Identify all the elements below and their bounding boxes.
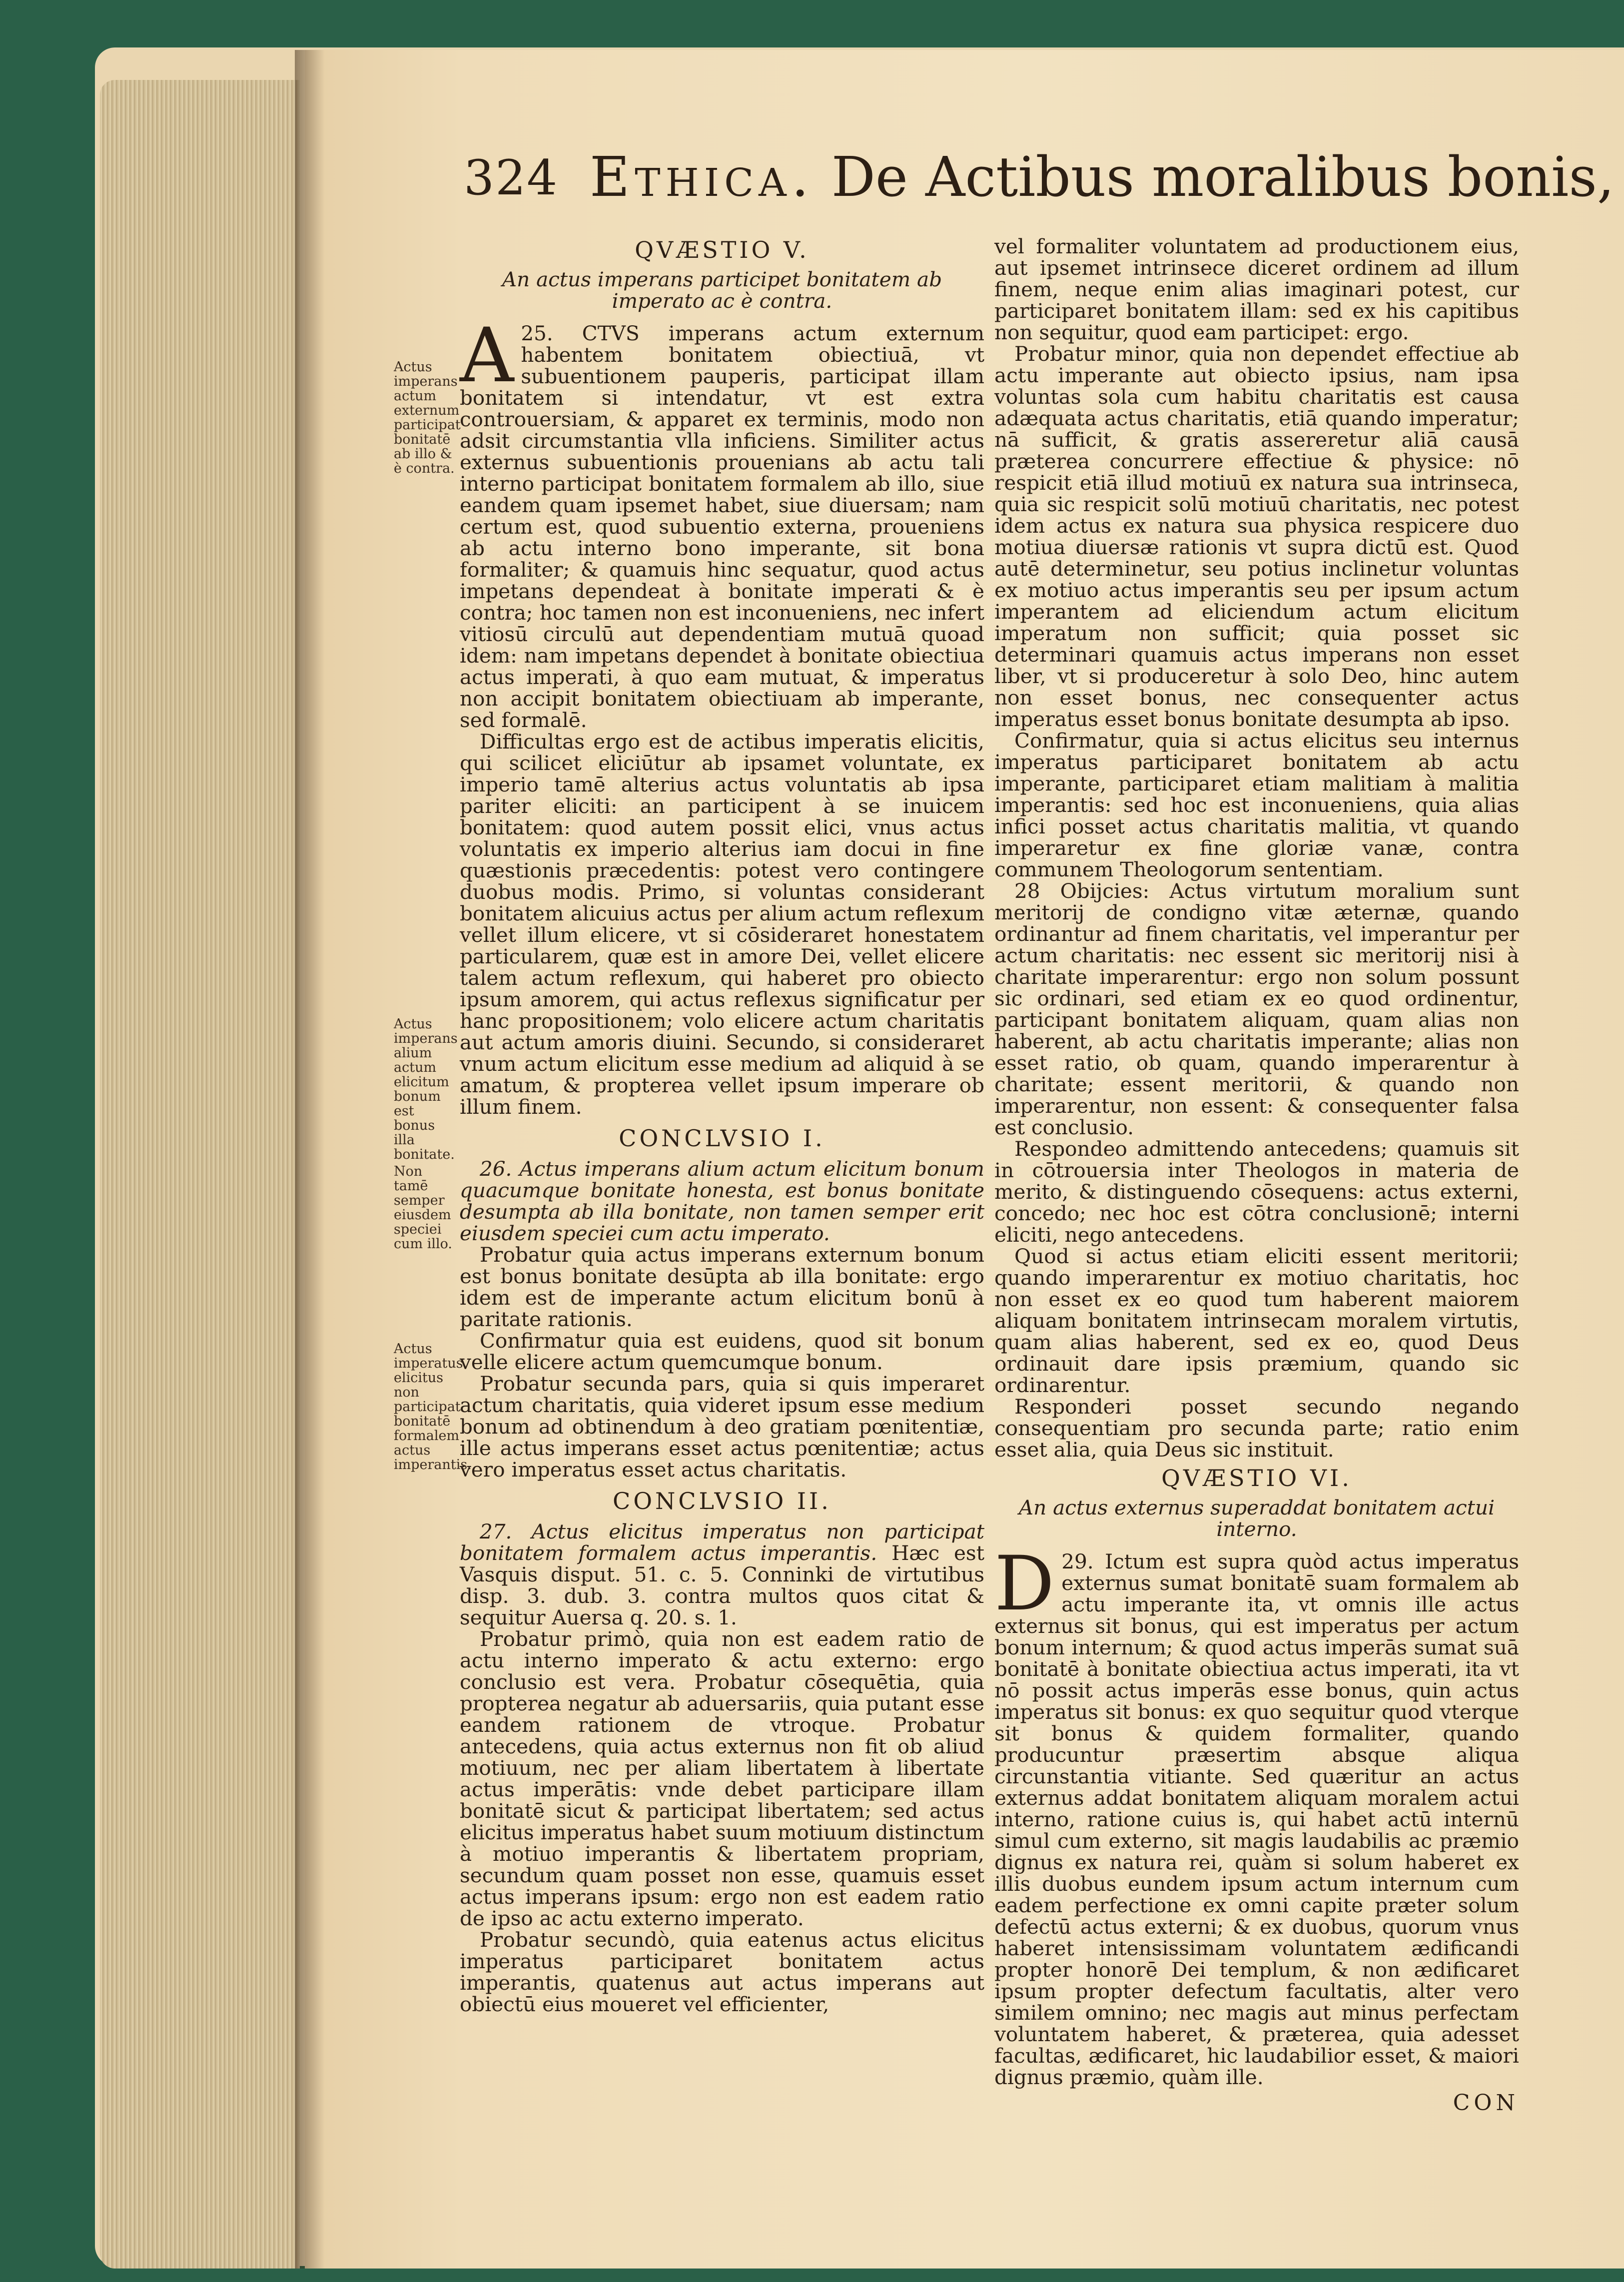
question-heading: QVÆSTIO V.: [635, 236, 810, 263]
paragraph: Probatur primò, quia non est eadem ratio de actu interno imperato & actu externo: ergo conclusio est vera. Probatur cōsequētia, quia propterea negatur ab aduersariis, quia putant esse eandem rationem de vtroque. Probatur antecedens, quia actus externus non fit ob aliud motiuum, nec per aliam libertatem à libertate actus imperātis: vnde debet participare illam bonitatē sicut & participat libertatem; sed actus elicitus imperatus habet suum motiuum distinctum à motiuo imperantis & libertatem propriam, secundum quam posset non esse, quamuis esset actus imperans ipsum: ergo non est eadem ratio de ipso ac actu externo imperato.: [460, 1627, 984, 1930]
conclusion-statement: 26. Actus imperans alium actum elicitum bonum quacumque bonitate honesta, est bonus bonitate desumpta ab illa bonitate, non tamen semper erit eiusdem speciei cum actu imperato.: [460, 1157, 984, 1245]
paragraph: Probatur minor, quia non dependet effectiue ab actu imperante aut obiecto ipsius, nam ipsa voluntas sola cum habitu charitatis est causa adæquata actus charitatis, etiā quando imperatur; nā sufficit, & gratis assereretur aliā causā præterea concurrere effectiue & physice: nō respicit etiā illud motiuū ex natura sua intrinseca, quia sic respicit solū motiuū charitatis, nec potest idem actus ex natura sua physica respicere duo motiua diuersæ rationis vt supra dictū est. Quod autē determinetur, seu potius inclinetur voluntas ex motiuo actus imperantis seu per ipsum actum imperantem ad eliciendum actum elicitum imperatum non sufficit; quia posset sic determinari quamuis actus imperans non esset liber, vt si produceretur à solo Deo, hinc autem non esset bonus, nec consequenter actus imperatus esset bonus bonitate desumpta ab ipso.: [994, 342, 1519, 731]
conclusion-statement-block: [460, 1521, 984, 1628]
conclusion-heading: CONCLVSIO II.: [613, 1488, 831, 1515]
right-column: [994, 236, 1519, 2114]
question-heading: QVÆSTIO VI.: [1161, 1465, 1352, 1492]
paragraph: Quod si actus etiam eliciti essent meritorii; quando imperarentur ex motiuo charitatis, hoc non esset ex eo quod tum haberent maiorem aliquam bonitatem intrinsecam moralem virtutis, quam alias haberent, sed ex eo, quod Deus ordinauit dare ipsis præmium, quando sic ordinarentur.: [994, 1244, 1519, 1397]
conclusion-statement: 27. Actus elicitus imperatus non participat bonitatem formalem actus imperantis.: [460, 1520, 984, 1565]
paragraph-number: 25.: [521, 321, 553, 345]
paragraph-text: CTVS imperans actum externum habentem bonitatem obiectiuā, vt subuentionem pauperis, participat illam bonitatem si intendatur, vt est extra controuersiam, & apparet ex terminis, modo non adsit circumstantia vlla inficiens. Similiter actus externus subuentionis prouenians ab actu tali interno participat bonitatem formalem ab illo, siue eandem quam ipsemet habet, siue diuersam; nam certum est, quod subuentio externa, proueniens ab actu interno bono imperante, sit bona formaliter; & quamuis hinc sequatur, quod actus impetans dependeat à bonitate imperati & è contra; hoc tamen non est inconueniens, nec infert vitiosū circulū aut dependentiam mutuā quoad idem: nam impetans dependet à bonitate obiectiua actus imperati, à quo eam mutuat, & imperatus non accipit bonitatem obiectiuam ab imperante, sed formalē.: [460, 321, 984, 732]
running-head-title: Ethica.: [590, 145, 814, 209]
references: Hæc est Vasquis disput. 51. c. 5. Conninki de virtutibus disp. 3. dub. 3. contra multos quos citat & sequitur Auersa q. 20. s. 1.: [460, 1541, 984, 1629]
paragraph-number: 29.: [1061, 1549, 1094, 1573]
question-subtitle: An actus externus superaddat bonitatem actui interno.: [1018, 1496, 1495, 1541]
running-head: [590, 145, 1615, 209]
paragraph-text: Ictum est supra quòd actus imperatus externus sumat bonitatē suam formalem ab actu imperante ita, vt omnis ille actus externus sit bonus, qui est imperatus per actum bonum internum; & quod actus imperās sumat suā bonitatē à bonitate obiectiua actus imperati, ita vt nō possit actus imperās esse bonus, quin actus imperatus sit bonus: ex quo sequitur quod vterque sit bonus & quidem formaliter, quando producuntur præsertim absque aliqua circunstantia vitiante. Sed quæritur an actus externus addat bonitatem aliquam moralem actui interno, ratione cuius is, qui habet actū internū simul cum externo, sit magis laudabilis ac præmio dignus ex natura rei, quàm si solum haberet ex illis duobus eundem ipsum actum internum cum eadem perfectione ex omni capite præter solum defectū actus externi; & ex duobus, quorum vnus haberet intensissimam voluntatem ædificandi propter honorē Dei templum, & non ædificaret ipsum propter defectum facultatis, alter vero similem omnino; nec magis aut minus perfectam voluntatem haberet, & præterea, quia adesset facultas, ædificaret, hic laudabilior esset, & maiori dignus præmio, quàm ille.: [994, 1549, 1520, 2089]
drop-cap: D: [994, 1540, 1055, 1627]
paragraph: Difficultas ergo est de actibus imperatis elicitis, qui scilicet eliciūtur ab ipsamet voluntate, ex imperio tamē alterius actus voluntatis ab ipsa pariter eliciti: an participent à se inuicem bonitatem: quod autem possit elici, vnus actus voluntatis ex imperio alterius iam docui in fine quæstionis præcedentis: potest vero contingere duobus modis. Primo, si voluntas considerant bonitatem alicuius actus per alium actum reflexum vellet illum elicere, vt si cōsideraret honestatem particularem, quæ est in amore Dei, vellet elicere talem actum reflexum, qui haberet pro obiecto ipsum amorem, qui actus reflexus significatur per hanc propositionem; volo elicere actum charitatis aut actum amoris diuini. Secundo, si consideraret vnum actum elicitum esse medium ad aliquid à se amatum, & propterea vellet ipsum imperare ob illum finem.: [460, 730, 984, 1119]
margin-note: Actus imperans actum externum participat bonitatē ab illo & è contra.: [394, 359, 461, 476]
paragraph-25: [460, 312, 984, 732]
page-edges: [100, 80, 300, 2269]
spine-shadow: [295, 50, 325, 2269]
left-column: [460, 232, 984, 2015]
margin-note: Non tamē semper eiusdem speciei cum illo.: [394, 1164, 452, 1252]
catchword: CON: [1453, 2090, 1519, 2116]
margin-note: Actus imperans alium actum elicitum bonum est bonus illa bonitate.: [394, 1016, 458, 1162]
paragraph: Confirmatur, quia si actus elicitus seu internus imperatus participaret bonitatem ab actu imperante, participaret etiam malitiam à malitia imperantis: sed hoc est inconueniens, quia alias infici posset actus charitatis malitia, vt quando imperaretur ex fine gloriæ vanæ, contra communem Theologorum sententiam.: [994, 729, 1519, 881]
paragraph: Confirmatur quia est euidens, quod sit bonum velle elicere actum quemcumque bonum.: [460, 1329, 984, 1374]
book-page: [305, 50, 1624, 2269]
paragraph: 28 Obijcies: Actus virtutum moralium sunt meritorij de condigno vitæ æternæ, quando ordinantur ad finem charitatis, vel imperantur per actum charitatis: nec essent sic meritorij nisi à charitate imperarentur: ergo non solum possunt sic ordinari, sed etiam ex eo quod ordinentur, participant bonitatem aliquam, quam alias non haberent, ab actu charitatis imperante; alias non esset ratio, ob quam, quando imperarentur à charitate; essent meritorii, & quando non imperarentur, non essent: & consequenter falsa est conclusio.: [994, 879, 1519, 1139]
paragraph: Responderi posset secundo negando consequentiam pro secunda parte; ratio enim esset alia, quia Deus sic instituit.: [994, 1395, 1519, 1462]
paragraph-29: [994, 1540, 1520, 2089]
paragraph: Respondeo admittendo antecedens; quamuis sit in cōtrouersia inter Theologos in materia de merito, & distinguendo cōsequens: actus externi, concedo; nec hoc est cōtra conclusionē; interni eliciti, nego antecedens.: [994, 1137, 1519, 1247]
margin-note: Actus imperatus elicitus non participat bonitatē formalem actus imperantis.: [394, 1341, 472, 1473]
question-subtitle: An actus imperans participet bonitatem ab imperato ac è contra.: [502, 267, 942, 313]
page-number: 324: [464, 150, 559, 206]
paragraph: vel formaliter voluntatem ad productionem eius, aut ipsemet intrinsece diceret ordinem ad illum finem, neque enim alias imaginari potest, cur participaret bonitatem illam: sed ex his capitibus non sequitur, quod eam participet: ergo.: [994, 234, 1519, 344]
conclusion-heading: CONCLVSIO I.: [619, 1125, 825, 1152]
running-head-subtitle: De Actibus moralibus bonis,: [831, 145, 1615, 209]
paragraph: Probatur secundò, quia eatenus actus elicitus imperatus participaret bonitatem actus imperantis, quatenus aut actus imperans aut obiectū eius moueret vel efficienter,: [460, 1928, 984, 2016]
paragraph: Probatur secunda pars, quia si quis imperaret actum charitatis, quia videret ipsum esse medium bonum ad obtinendum à deo gratiam pœnitentiæ, ille actus imperans esset actus pœnitentiæ; actus vero imperatus esset actus charitatis.: [460, 1372, 984, 1482]
paragraph: Probatur quia actus imperans externum bonum est bonus bonitate desūpta ab illa bonitate: ergo idem est de imperante actum elicitum bonū à paritate rationis.: [460, 1243, 984, 1331]
drop-cap: A: [460, 312, 514, 399]
